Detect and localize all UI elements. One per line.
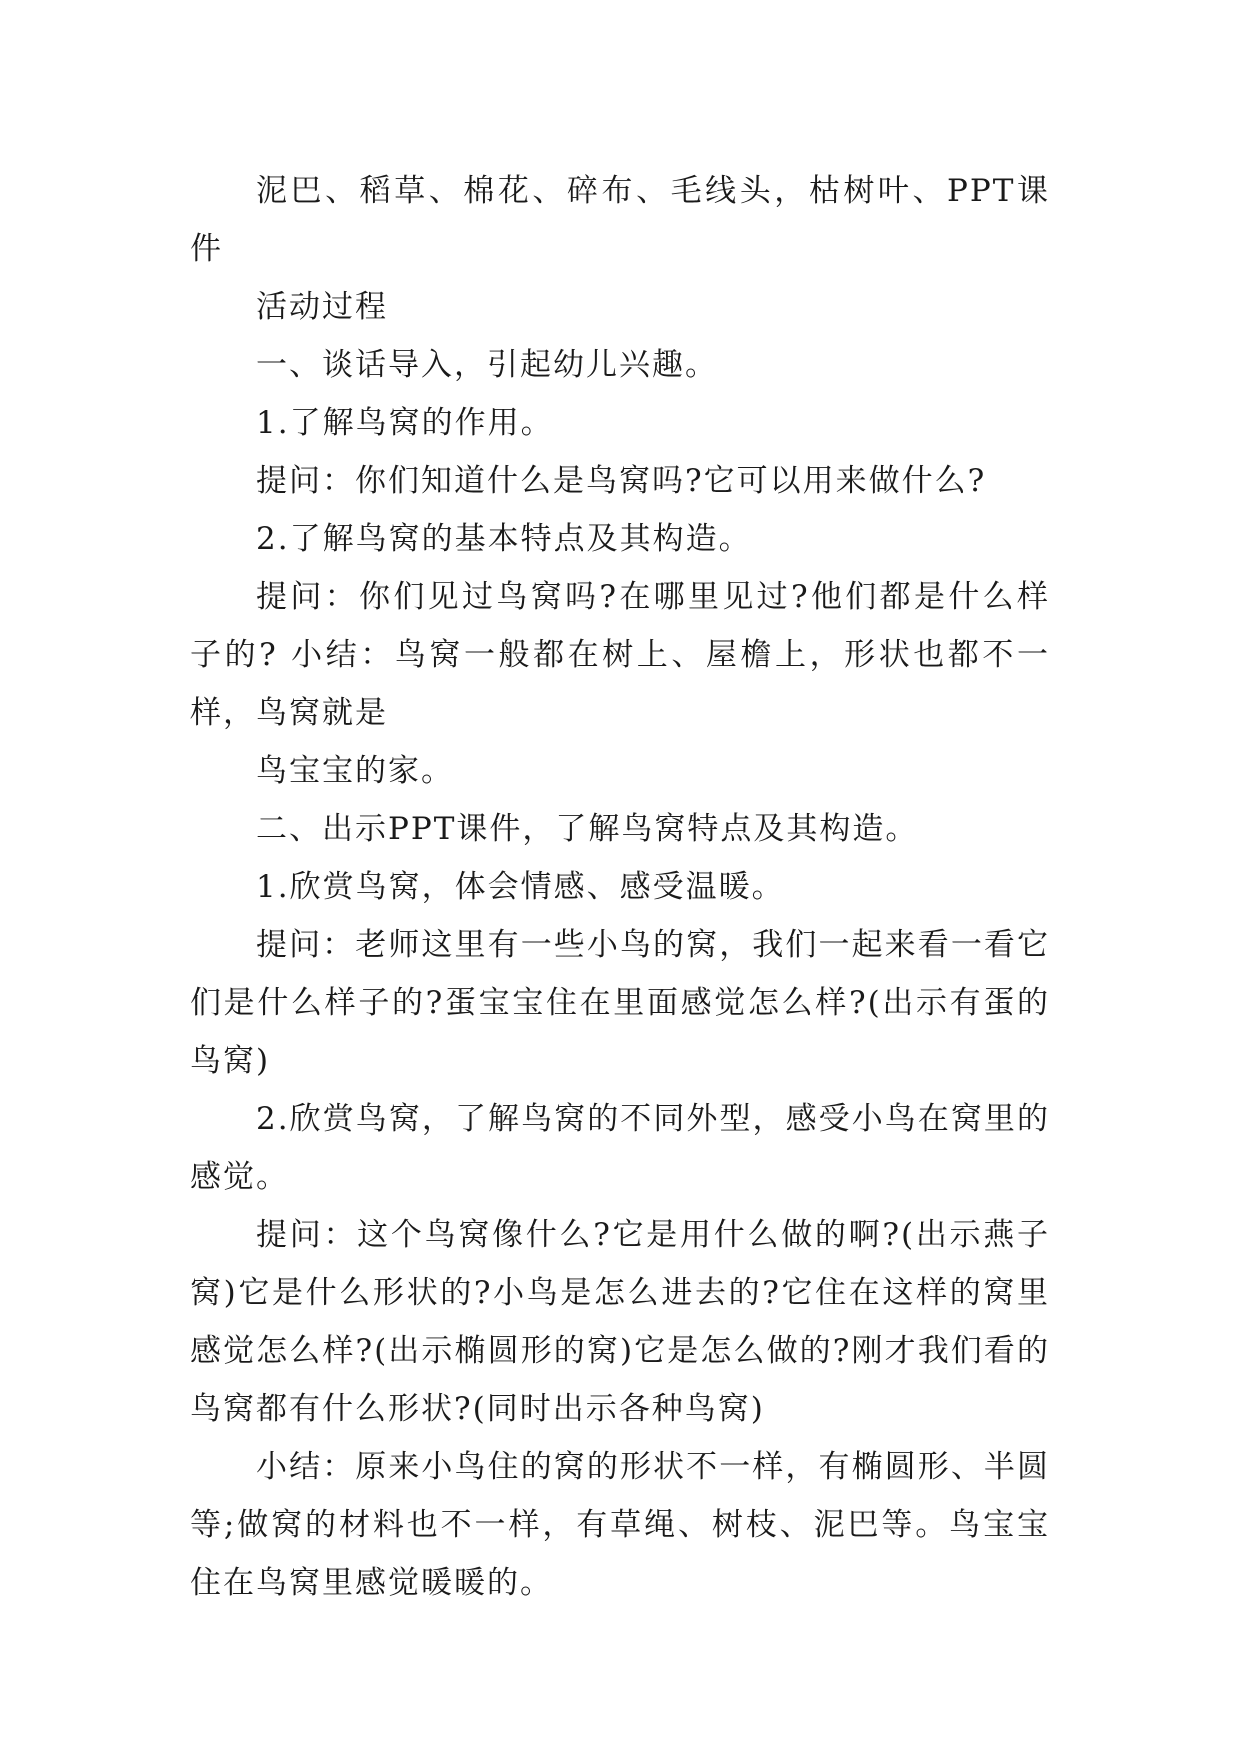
section-heading-1: 一、谈话导入，引起幼儿兴趣。: [256, 347, 718, 383]
activity-process-heading: 活动过程: [256, 289, 388, 325]
section-heading-2: 二、出示PPT课件，了解鸟窝特点及其构造。: [256, 811, 919, 847]
step-1-1: 1.了解鸟窝的作用。: [256, 405, 554, 441]
document-body: [190, 162, 1050, 1612]
step-2-1: 1.欣赏鸟窝，体会情感、感受温暖。: [256, 869, 785, 905]
question-paragraph: 提问：老师这里有一些小鸟的窝，我们一起来看一看它们是什么样子的?蛋宝宝住在里面感觉怎么样?(出示有蛋的鸟窝): [190, 927, 1050, 1079]
materials-paragraph: 泥巴、稻草、棉花、碎布、毛线头，枯树叶、PPT课件: [190, 173, 1050, 267]
step-2-2: 2.欣赏鸟窝，了解鸟窝的不同外型，感受小鸟在窝里的感觉。: [190, 1101, 1050, 1195]
question-paragraph: 提问：你们知道什么是鸟窝吗?它可以用来做什么?: [256, 463, 987, 499]
body-paragraph: 鸟宝宝的家。: [256, 753, 454, 789]
summary-paragraph: 小结：原来小鸟住的窝的形状不一样，有椭圆形、半圆等;做窝的材料也不一样，有草绳、树枝、泥巴等。鸟宝宝住在鸟窝里感觉暖暖的。: [190, 1449, 1050, 1601]
step-1-2: 2.了解鸟窝的基本特点及其构造。: [256, 521, 752, 557]
question-paragraph: 提问：你们见过鸟窝吗?在哪里见过?他们都是什么样子的? 小结：鸟窝一般都在树上、屋檐上，形状也都不一样，鸟窝就是: [190, 579, 1050, 731]
question-paragraph: 提问：这个鸟窝像什么?它是用什么做的啊?(出示燕子窝)它是什么形状的?小鸟是怎么进去的?它住在这样的窝里感觉怎么样?(出示椭圆形的窝)它是怎么做的?刚才我们看的鸟窝都有什么形状?(同时出示各种鸟窝): [190, 1217, 1050, 1427]
